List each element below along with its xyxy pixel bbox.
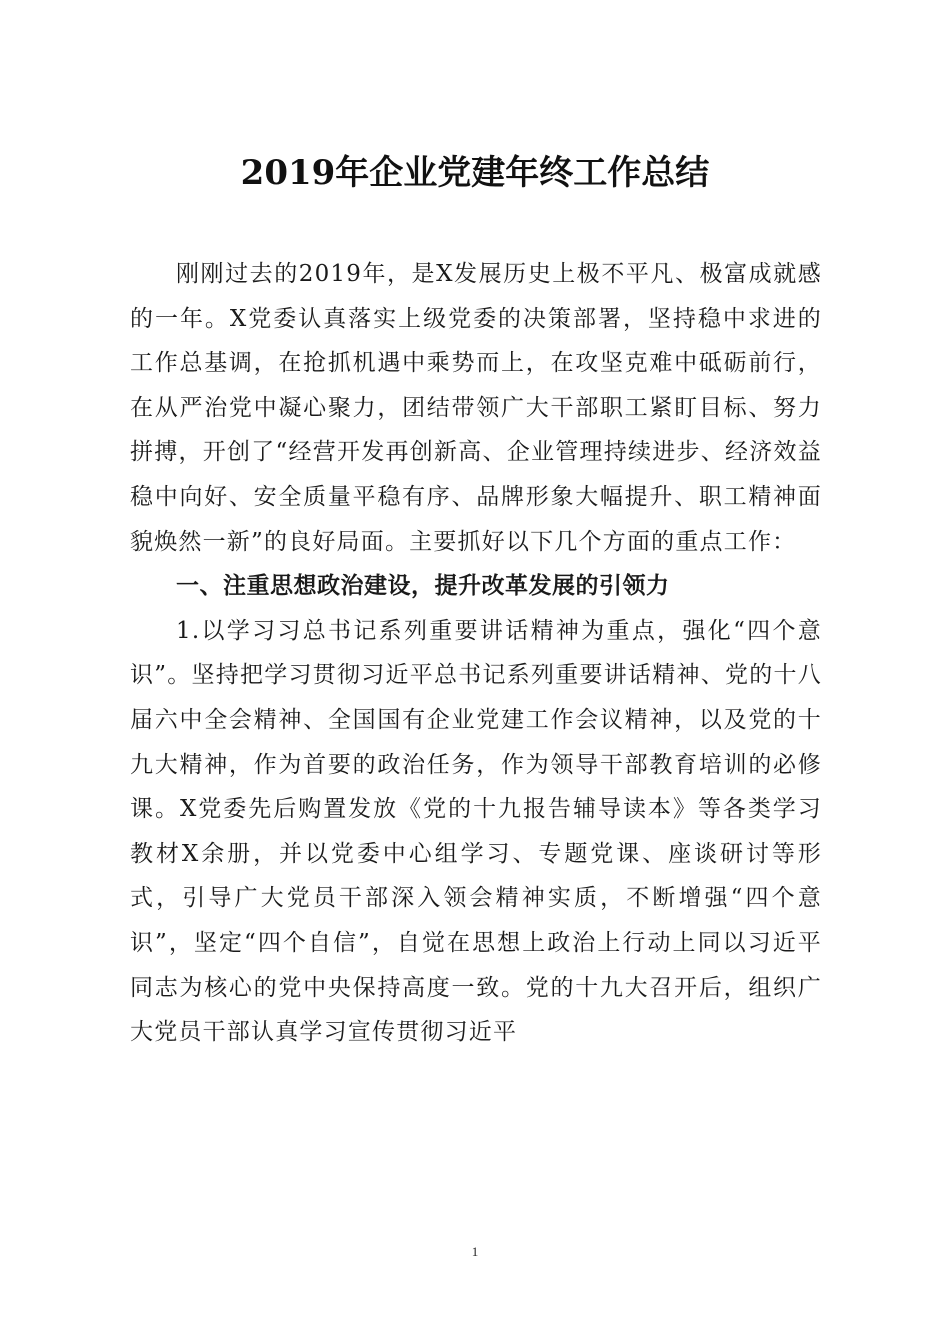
document-body bbox=[130, 252, 822, 1055]
intro-paragraph: 刚刚过去的2019年，是X发展历史上极不平凡、极富成就感的一年。X党委认真落实上级党委的决策部署，坚持稳中求进的工作总基调，在抢抓机遇中乘势而上，在攻坚克难中砥砺前行，在从严治党中凝心聚力，团结带领广大干部职工紧盯目标、努力拼搏，开创了“经营开发再创新高、企业管理持续进步、经济效益稳中向好、安全质量平稳有序、品牌形象大幅提升、职工精神面貌焕然一新”的良好局面。主要抓好以下几个方面的重点工作： bbox=[130, 261, 822, 555]
document-title: 2019年企业党建年终工作总结 bbox=[240, 153, 710, 193]
section-1-paragraph: 1.以学习习总书记系列重要讲话精神为重点，强化“四个意识”。坚持把学习贯彻习近平总书记系列重要讲话精神、党的十八届六中全会精神、全国国有企业党建工作会议精神，以及党的十九大精神，作为首要的政治任务，作为领导干部教育培训的必修课。X党委先后购置发放《党的十九报告辅导读本》等各类学习教材X余册，并以党委中心组学习、专题党课、座谈研讨等形式，引导广大党员干部深入领会精神实质，不断增强“四个意识”，坚定“四个自信”，自觉在思想上政治上行动上同以习近平同志为核心的党中央保持高度一致。党的十九大召开后，组织广大党员干部认真学习宣传贯彻习近平 bbox=[130, 617, 822, 1046]
section-heading-1: 一、注重思想政治建设，提升改革发展的引领力 bbox=[176, 573, 670, 600]
page-number: 1 bbox=[471, 1244, 479, 1259]
